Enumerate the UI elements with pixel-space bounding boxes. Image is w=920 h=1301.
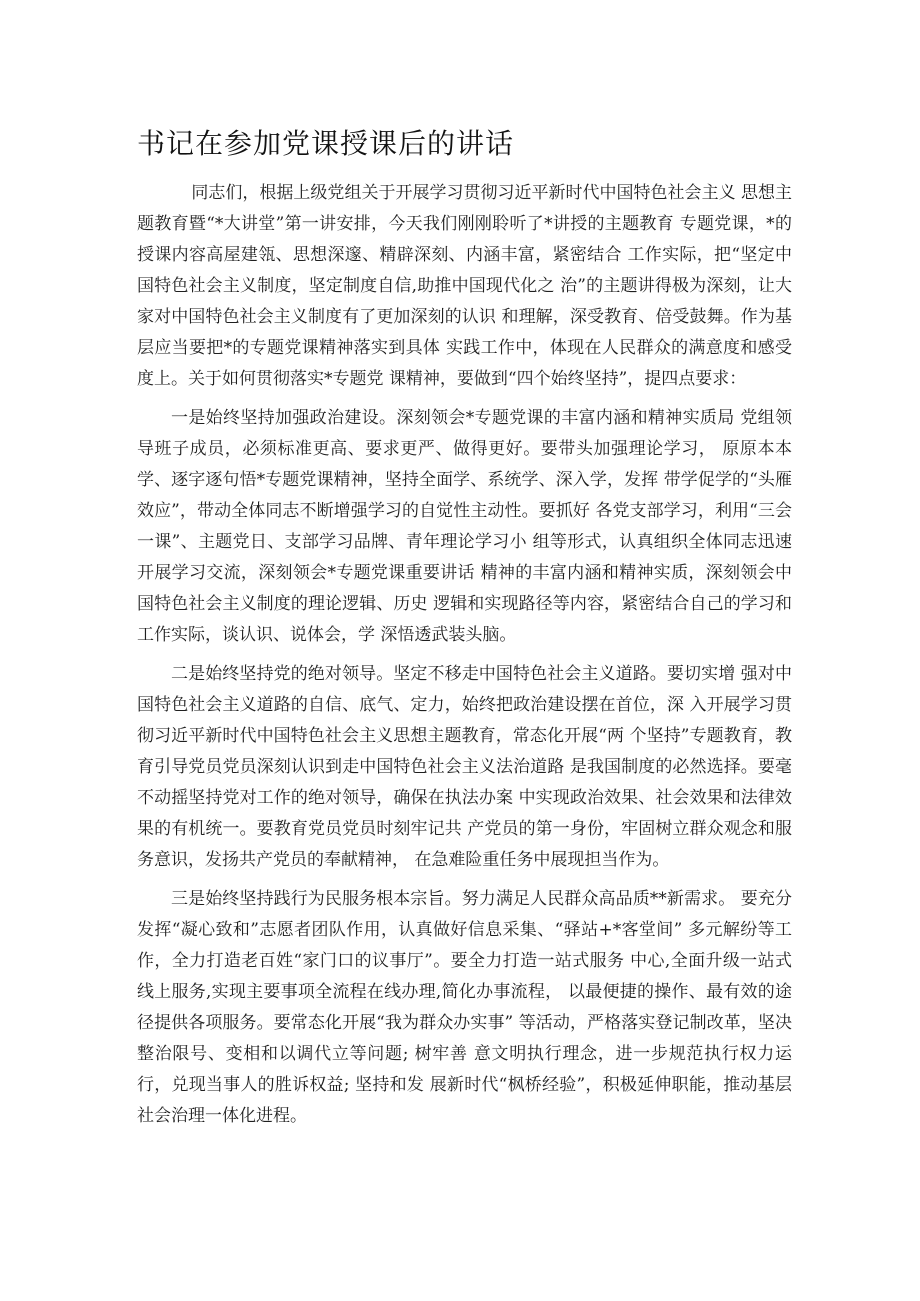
document-body [137, 178, 792, 1140]
page-title: 书记在参加党课授课后的讲话 [137, 127, 515, 160]
paragraph-point-one: 一是始终坚持加强政治建设。深刻领会*专题党课的丰富内涵和精神实质局 党组领导班子成员，必须标准更高、要求更严、做得更好。要带头加强理论学习， 原原本本学、逐字逐句悟*专题党课精神，坚持全面学、系统学、深入学，发挥 带学促学的“头雁效应”，带动全体同志不断增强学习的自觉性主动性。要抓好 各党支部学习，利用“三会一课”、主题党日、支部学习品牌、青年理论学习小 组等形式，认真组织全体同志迅速开展学习交流，深刻领会*专题党课重要讲话 精神的丰富内涵和精神实质，深刻领会中国特色社会主义制度的理论逻辑、历史 逻辑和实现路径等内容，紧密结合自己的学习和工作实际，谈认识、说体会，学 深悟透武装头脑。 [137, 408, 792, 645]
paragraph-point-two: 二是始终坚持党的绝对领导。坚定不移走中国特色社会主义道路。要切实增 强对中国特色社会主义道路的自信、底气、定力，始终把政治建设摆在首位，深 入开展学习贯彻习近平新时代中国特色社会主义思想主题教育，常态化开展“两 个坚持”专题教育，教育引导党员党员深刻认识到走中国特色社会主义法治道路 是我国制度的必然选择。要毫不动摇坚持党对工作的绝对领导，确保在执法办案 中实现政治效果、社会效果和法律效果的有机统一。要教育党员党员时刻牢记共 产党员的第一身份，牢固树立群众观念和服务意识，发扬共产党员的奉献精神， 在急难险重任务中展现担当作为。 [137, 664, 792, 870]
paragraph-intro: 同志们，根据上级党组关于开展学习贯彻习近平新时代中国特色社会主义 思想主题教育暨“*大讲堂”第一讲安排，今天我们刚刚聆听了*讲授的主题教育 专题党课，*的授课内容高屋建瓴、思想深邃、精辟深刻、内涵丰富，紧密结合 工作实际，把“坚定中国特色社会主义制度，坚定制度自信,助推中国现代化之 治”的主题讲得极为深刻，让大家对中国特色社会主义制度有了更加深刻的认识 和理解，深受教育、倍受鼓舞。作为基层应当要把*的专题党课精神落实到具体 实践工作中，体现在人民群众的满意度和感受度上。关于如何贯彻落实*专题党 课精神，要做到“四个始终坚持”，提四点要求： [137, 183, 792, 389]
paragraph-point-three: 三是始终坚持践行为民服务根本宗旨。努力满足人民群众高品质**新需求。 要充分发挥“凝心致和”志愿者团队作用，认真做好信息采集、“驿站+*客堂间” 多元解纷等工作，全力打造老百姓“家门口的议事厅”。要全力打造一站式服务 中心,全面升级一站式线上服务,实现主要事项全流程在线办理,简化办事流程， 以最便捷的操作、最有效的途径提供各项服务。要常态化开展“我为群众办实事” 等活动，严格落实登记制改革，坚决整治限号、变相和以调代立等问题; 树牢善 意文明执行理念，进一步规范执行权力运行，兑现当事人的胜诉权益; 坚持和发 展新时代“枫桥经验”，积极延伸职能，推动基层社会治理一体化进程。 [137, 889, 792, 1126]
